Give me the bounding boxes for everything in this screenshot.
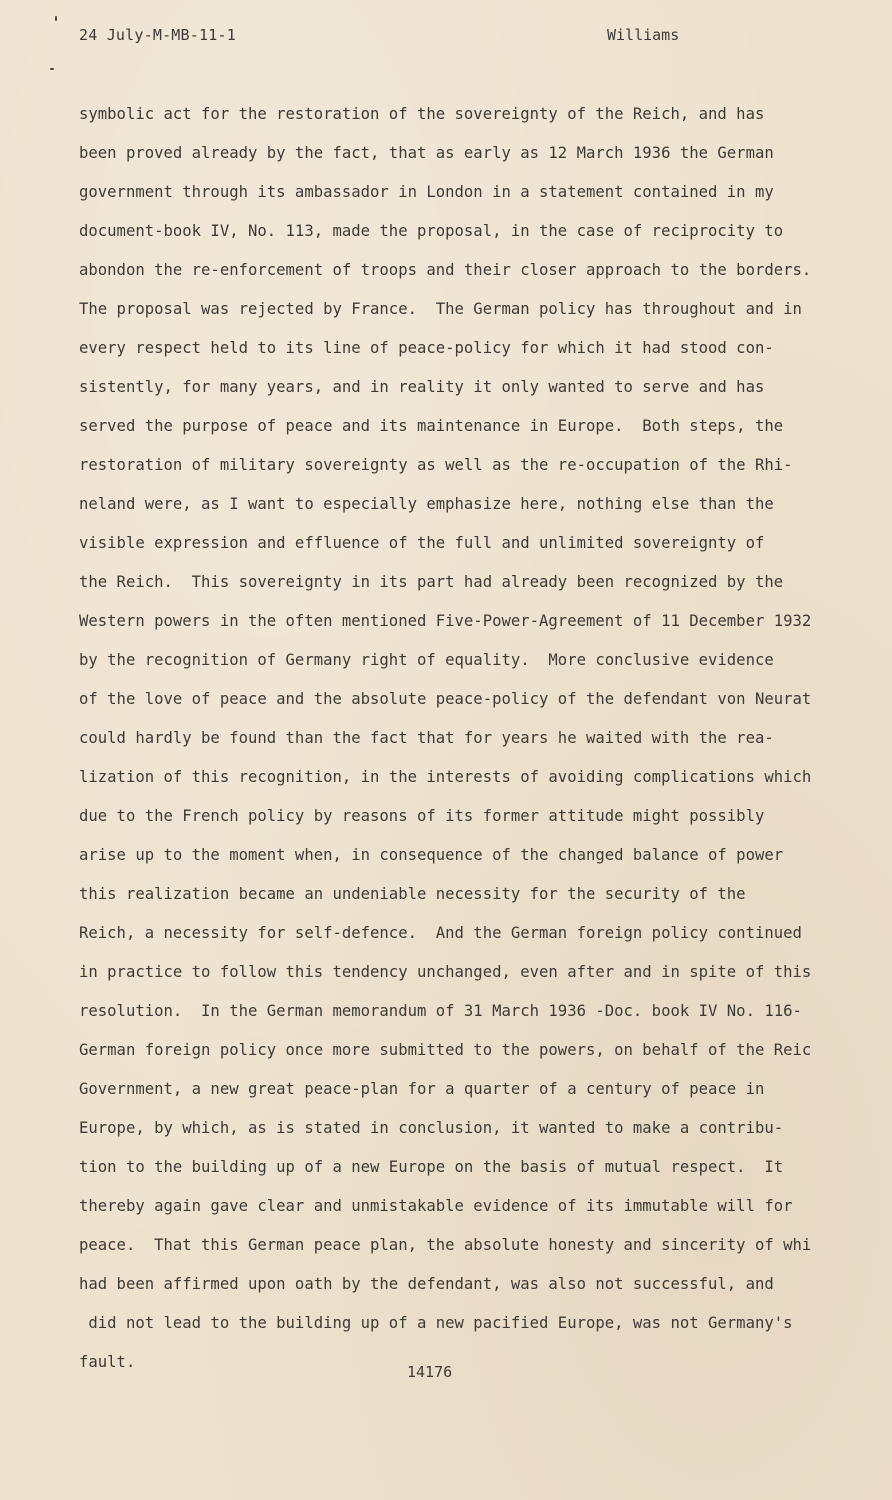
text-line: this realization became an undeniable necessity for the security of the (79, 885, 746, 903)
text-line: German foreign policy once more submitted to the powers, on behalf of the Reic (79, 1041, 812, 1059)
header-reference: 24 July-M-MB-11-1 (79, 26, 236, 44)
text-line: visible expression and effluence of the full and unlimited sovereignty of (79, 534, 765, 552)
text-line: resolution. In the German memorandum of 31 March 1936 -Doc. book IV No. 116- (79, 1002, 802, 1020)
text-line: could hardly be found than the fact that for years he waited with the rea- (79, 729, 774, 747)
text-line: had been affirmed upon oath by the defendant, was also not successful, and (79, 1275, 774, 1293)
text-line: tion to the building up of a new Europe on the basis of mutual respect. It (79, 1158, 784, 1176)
text-line: government through its ambassador in London in a statement contained in my (79, 183, 774, 201)
text-line: neland were, as I want to especially emphasize here, nothing else than the (79, 495, 774, 513)
text-line: symbolic act for the restoration of the sovereignty of the Reich, and has (79, 105, 765, 123)
body-text (79, 103, 879, 1390)
text-line: thereby again gave clear and unmistakable evidence of its immutable will for (79, 1197, 793, 1215)
text-line: every respect held to its line of peace-policy for which it had stood con- (79, 339, 774, 357)
text-line: arise up to the moment when, in consequence of the changed balance of power (79, 846, 784, 864)
text-line: restoration of military sovereignty as well as the re-occupation of the Rhi- (79, 456, 793, 474)
text-line: the Reich. This sovereignty in its part had already been recognized by the (79, 573, 784, 591)
text-line: fault. (79, 1353, 136, 1371)
text-line: did not lead to the building up of a new pacified Europe, was not Germany's (79, 1314, 793, 1332)
text-line: in practice to follow this tendency unchanged, even after and in spite of this (79, 963, 812, 981)
margin-mark (55, 16, 57, 21)
text-line: abondon the re-enforcement of troops and their closer approach to the borders. (79, 261, 812, 279)
text-line: served the purpose of peace and its maintenance in Europe. Both steps, the (79, 417, 784, 435)
text-line: peace. That this German peace plan, the absolute honesty and sincerity of whi (79, 1236, 812, 1254)
text-line: sistently, for many years, and in reality it only wanted to serve and has (79, 378, 765, 396)
text-line: by the recognition of Germany right of equality. More conclusive evidence (79, 651, 774, 669)
header-speaker: Williams (607, 26, 680, 44)
text-line: of the love of peace and the absolute peace-policy of the defendant von Neurat (79, 690, 812, 708)
text-line: lization of this recognition, in the interests of avoiding complications which (79, 768, 812, 786)
text-line: Reich, a necessity for self-defence. And the German foreign policy continued (79, 924, 802, 942)
margin-mark (50, 68, 54, 70)
text-line: Government, a new great peace-plan for a quarter of a century of peace in (79, 1080, 765, 1098)
page-number: 14176 (407, 1363, 453, 1381)
text-line: document-book IV, No. 113, made the proposal, in the case of reciprocity to (79, 222, 784, 240)
text-line: The proposal was rejected by France. The German policy has throughout and in (79, 300, 802, 318)
text-line: Western powers in the often mentioned Five-Power-Agreement of 11 December 1932 (79, 612, 812, 630)
text-line: Europe, by which, as is stated in conclusion, it wanted to make a contribu- (79, 1119, 784, 1137)
text-line: due to the French policy by reasons of its former attitude might possibly (79, 807, 765, 825)
text-line: been proved already by the fact, that as early as 12 March 1936 the German (79, 144, 774, 162)
